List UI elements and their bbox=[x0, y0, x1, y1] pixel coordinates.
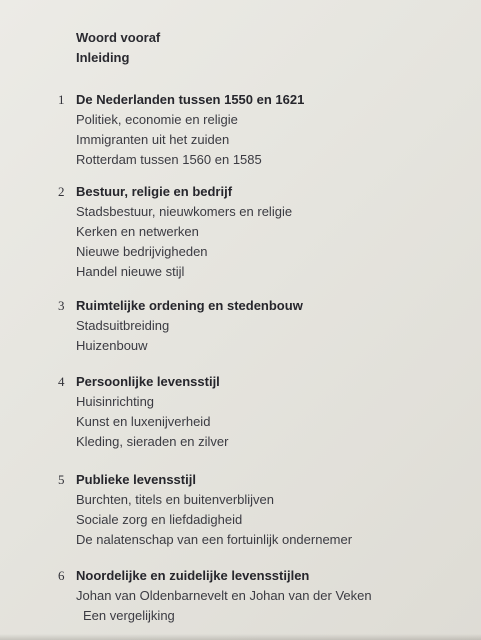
chapter-number: 4 bbox=[58, 374, 65, 389]
page-edge-shadow bbox=[0, 634, 481, 640]
section-entry: Sociale zorg en liefdadigheid bbox=[76, 512, 243, 527]
section-entry: De nalatenschap van een fortuinlijk ondernemer bbox=[76, 532, 353, 547]
chapter-sections bbox=[76, 586, 372, 626]
section-entry: Handel nieuwe stijl bbox=[76, 264, 185, 279]
front-matter bbox=[76, 28, 160, 68]
chapter-number: 1 bbox=[58, 92, 65, 107]
chapter-number: 5 bbox=[58, 472, 65, 487]
chapter-sections bbox=[76, 392, 228, 452]
section-entry: Politiek, economie en religie bbox=[76, 112, 238, 127]
section-entry: Immigranten uit het zuiden bbox=[76, 132, 230, 147]
section-entry: Johan van Oldenbarnevelt en Johan van der Veken bbox=[76, 588, 372, 603]
front-matter-foreword: Woord vooraf bbox=[76, 30, 161, 45]
chapter-title: Bestuur, religie en bedrijf bbox=[76, 184, 233, 199]
chapter-title: Persoonlijke levensstijl bbox=[76, 374, 220, 389]
section-entry: Kunst en luxenijverheid bbox=[76, 414, 211, 429]
section-entry: Huisinrichting bbox=[76, 394, 155, 409]
chapter-sections bbox=[76, 316, 169, 356]
section-entry: Kerken en netwerken bbox=[76, 224, 199, 239]
chapter-number: 2 bbox=[58, 184, 65, 199]
section-entry: Stadsuitbreiding bbox=[76, 318, 170, 333]
section-entry: Nieuwe bedrijvigheden bbox=[76, 244, 208, 259]
chapter-number: 6 bbox=[58, 568, 65, 583]
chapter-title: De Nederlanden tussen 1550 en 1621 bbox=[76, 92, 305, 107]
section-entry: Huizenbouw bbox=[76, 338, 148, 353]
chapter-sections bbox=[76, 202, 292, 282]
section-entry: Stadsbestuur, nieuwkomers en religie bbox=[76, 204, 293, 219]
section-entry: Rotterdam tussen 1560 en 1585 bbox=[76, 152, 262, 167]
section-entry: Burchten, titels en buitenverblijven bbox=[76, 492, 275, 507]
chapter-sections bbox=[76, 490, 352, 550]
section-entry: Kleding, sieraden en zilver bbox=[76, 434, 229, 449]
chapter-title: Ruimtelijke ordening en stedenbouw bbox=[76, 298, 303, 313]
front-matter-introduction: Inleiding bbox=[76, 50, 130, 65]
chapter-number: 3 bbox=[58, 298, 65, 313]
chapter-sections bbox=[76, 110, 262, 170]
chapter-title: Noordelijke en zuidelijke levensstijlen bbox=[76, 568, 310, 583]
section-entry: Een vergelijking bbox=[83, 608, 175, 623]
chapter-title: Publieke levensstijl bbox=[76, 472, 196, 487]
